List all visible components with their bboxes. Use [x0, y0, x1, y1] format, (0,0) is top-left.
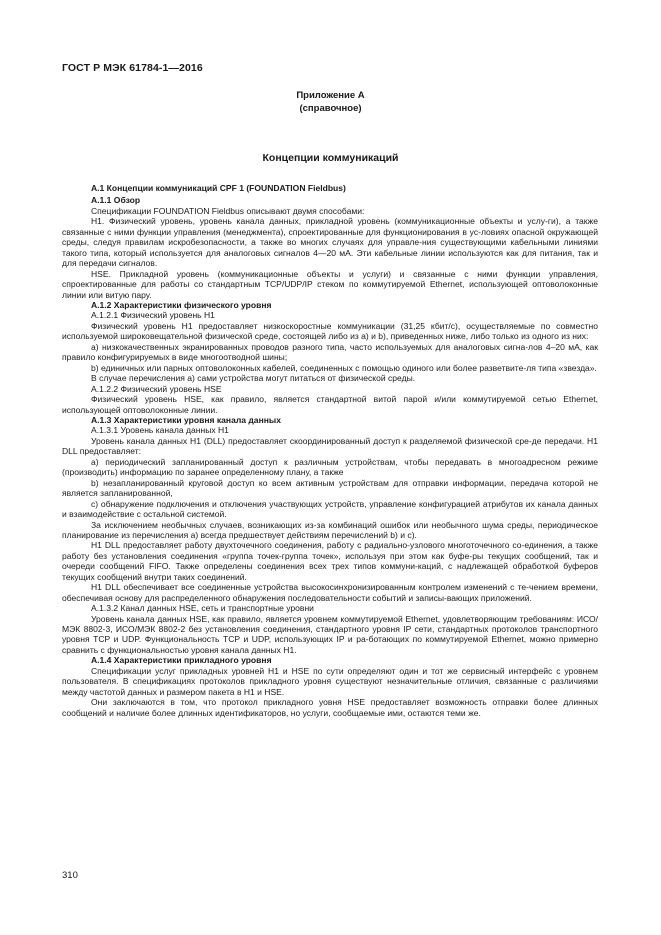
- paragraph: b) незапланированный круговой доступ ко всем активным устройствам для отправки информации, передача которой не является запланированной,: [62, 477, 598, 499]
- paragraph: Спецификации FOUNDATION Fieldbus описывают двумя способами:: [91, 205, 365, 216]
- paragraph: А.1.3.2 Канал данных HSE, сеть и транспортные уровни: [91, 603, 314, 614]
- paragraph: Уровень канала данных HSE, как правило, является уровнем коммутируемой Ethernet, удовлетворяющим требованиям: ИСО/МЭК 8802-3, ИСО/МЭК 8802-2 без установления соединения, стандартного уровня IP сети, стандартных протоколов транспортного уровня TCP и UDP. Функциональность TCP и UDP, использующих IP и ра-ботающих по коммутируемой Ethernet, можно примерно сравнить с функциональностью уровня канала данных H1.: [62, 613, 598, 655]
- paragraph: Физический уровень H1 предоставляет низкоскоростные коммуникации (31,25 кбит/с), осуществляемые по совместно используемой широковещательной физической среде, состоящей либо из а) и b), приведенных ниже, либо только из одного из них:: [62, 320, 598, 342]
- paragraph: H1 DLL обеспечивает все соединенные устройства высокосинхронизированным контролем изменений с те-чением времени, обеспечивая основу для распределенного обнаружения последовательности событий и записы-вающих приложений.: [62, 582, 598, 603]
- paragraph: Уровень канала данных H1 (DLL) предоставляет скоординированный доступ к разделяемой физической сре-де передачи. H1 DLL предоставляет:: [62, 435, 598, 457]
- paragraph: c) обнаружение подключения и отключения участвующих устройств, управление конфигурацией атрибутов их канала данных и взаимодействие с остальной системой.: [62, 498, 598, 520]
- paragraph: А.1.2.2 Физический уровень HSE: [91, 383, 222, 394]
- paragraph: Они заключаются в том, что протокол прикладного уовня HSE предоставляет возможность отправки более длинных сообщений и наличие более длинных идентификаторов, но услуги, сообщаемые ими, остаются теми же.: [62, 697, 598, 718]
- subsection-heading: А.1.3 Характеристики уровня канала данных: [91, 414, 281, 425]
- subsection-heading: А.1.1 Обзор: [91, 195, 141, 206]
- subsection-heading: А.1.2 Характеристики физического уровня: [91, 299, 272, 310]
- paragraph: b) единичных или парных оптоволоконных кабелей, соединенных с помощью одиного или более разветвите-ля типа «звезда».: [91, 362, 597, 373]
- paragraph: HSE. Прикладной уровень (коммуникационные объекты и услуги) и связанные с ними функции управления, спроектированные для работы со стандартным TCP/UDP/IP стеком по коммутируемой Ethernet, использующей оптоволоконные линии или витую пару.: [62, 268, 598, 300]
- paragraph: В случае перечисления а) сами устройства могут питаться от физической среды.: [91, 373, 416, 384]
- paragraph: За исключением необычных случаев, возникающих из-за комбинаций ошибок или необычного шума среды, периодическое планирование из перечисления а) всегда предшествует действиям перечислений b) и c).: [62, 519, 598, 540]
- paragraph: А.1.2.1 Физический уровень H1: [91, 310, 215, 321]
- standard-header: ГОСТ Р МЭК 61784-1—2016: [62, 62, 203, 74]
- subsection-heading: А.1.4 Характеристики прикладного уровня: [91, 655, 272, 666]
- annex-title: Приложение А: [296, 90, 365, 101]
- page-number: 310: [62, 870, 78, 881]
- paragraph: a) низкокачественных экранированных проводов разного типа, часто используемых для аналоговых сигна-лов 4–20 мА, как правило конфигурируемых в виде многоотводной шины;: [62, 341, 598, 363]
- paragraph: А.1.3.1 Уровень канала данных H1: [91, 425, 229, 436]
- paragraph: H1 DLL предоставляет работу двухточечного соединения, работу с радиально-узлового многоточечного со-единения, а также работу без установления соединения «группа точек-группа точек», используя при этом как буфе-ры текущих сообщений, так и очереди сообщений FIFO. Также определены соединения всех трех типов коммуни-каций, с надлежащей обработкой буферов текущих сообщений внутри таких соединений.: [62, 540, 598, 582]
- paragraph: Физический уровень HSE, как правило, является стандартной витой парой и/или коммутируемой сетью Ethernet, использующей оптоволоконные линии.: [62, 394, 598, 415]
- section-title: Концепции коммуникаций: [262, 152, 399, 164]
- annex-subtitle: (справочное): [299, 102, 362, 114]
- annex-heading: [0, 90, 661, 115]
- paragraph: a) периодический запланированный доступ к различным устройствам, чтобы передавать в многоадресном режиме (производить) информацию по заранее определенному плану, а также: [62, 456, 598, 478]
- body-text: [62, 183, 598, 718]
- paragraph: H1. Физический уровень, уровень канала данных, прикладной уровень (коммуникационные объекты и услу-ги), а также связанные с ними функции управления (менеджмента), спроектированные для функционирования в ус-ловиях опасной окружающей среды, следуя правилам искробезопасности, а также во многих случаях для управле-ния существующими кабельными линиями такого типа, который используется для аналоговых сигналов 4—20 мА. Эти кабельные линии используются как для питания, так и для передачи сигналов.: [62, 216, 598, 269]
- subsection-heading: А.1 Концепции коммуникаций CPF 1 (FOUNDATION Fieldbus): [91, 183, 346, 193]
- paragraph: Спецификации услуг прикладных уровней H1 и HSE по сути определяют один и тот же сервисный интерфейс с уровнем пользователя. В спецификациях протоколов прикладного уровня существуют незначительные отличия, связанные с различиями между частотой данных и размером пакета в H1 и HSE.: [62, 665, 598, 697]
